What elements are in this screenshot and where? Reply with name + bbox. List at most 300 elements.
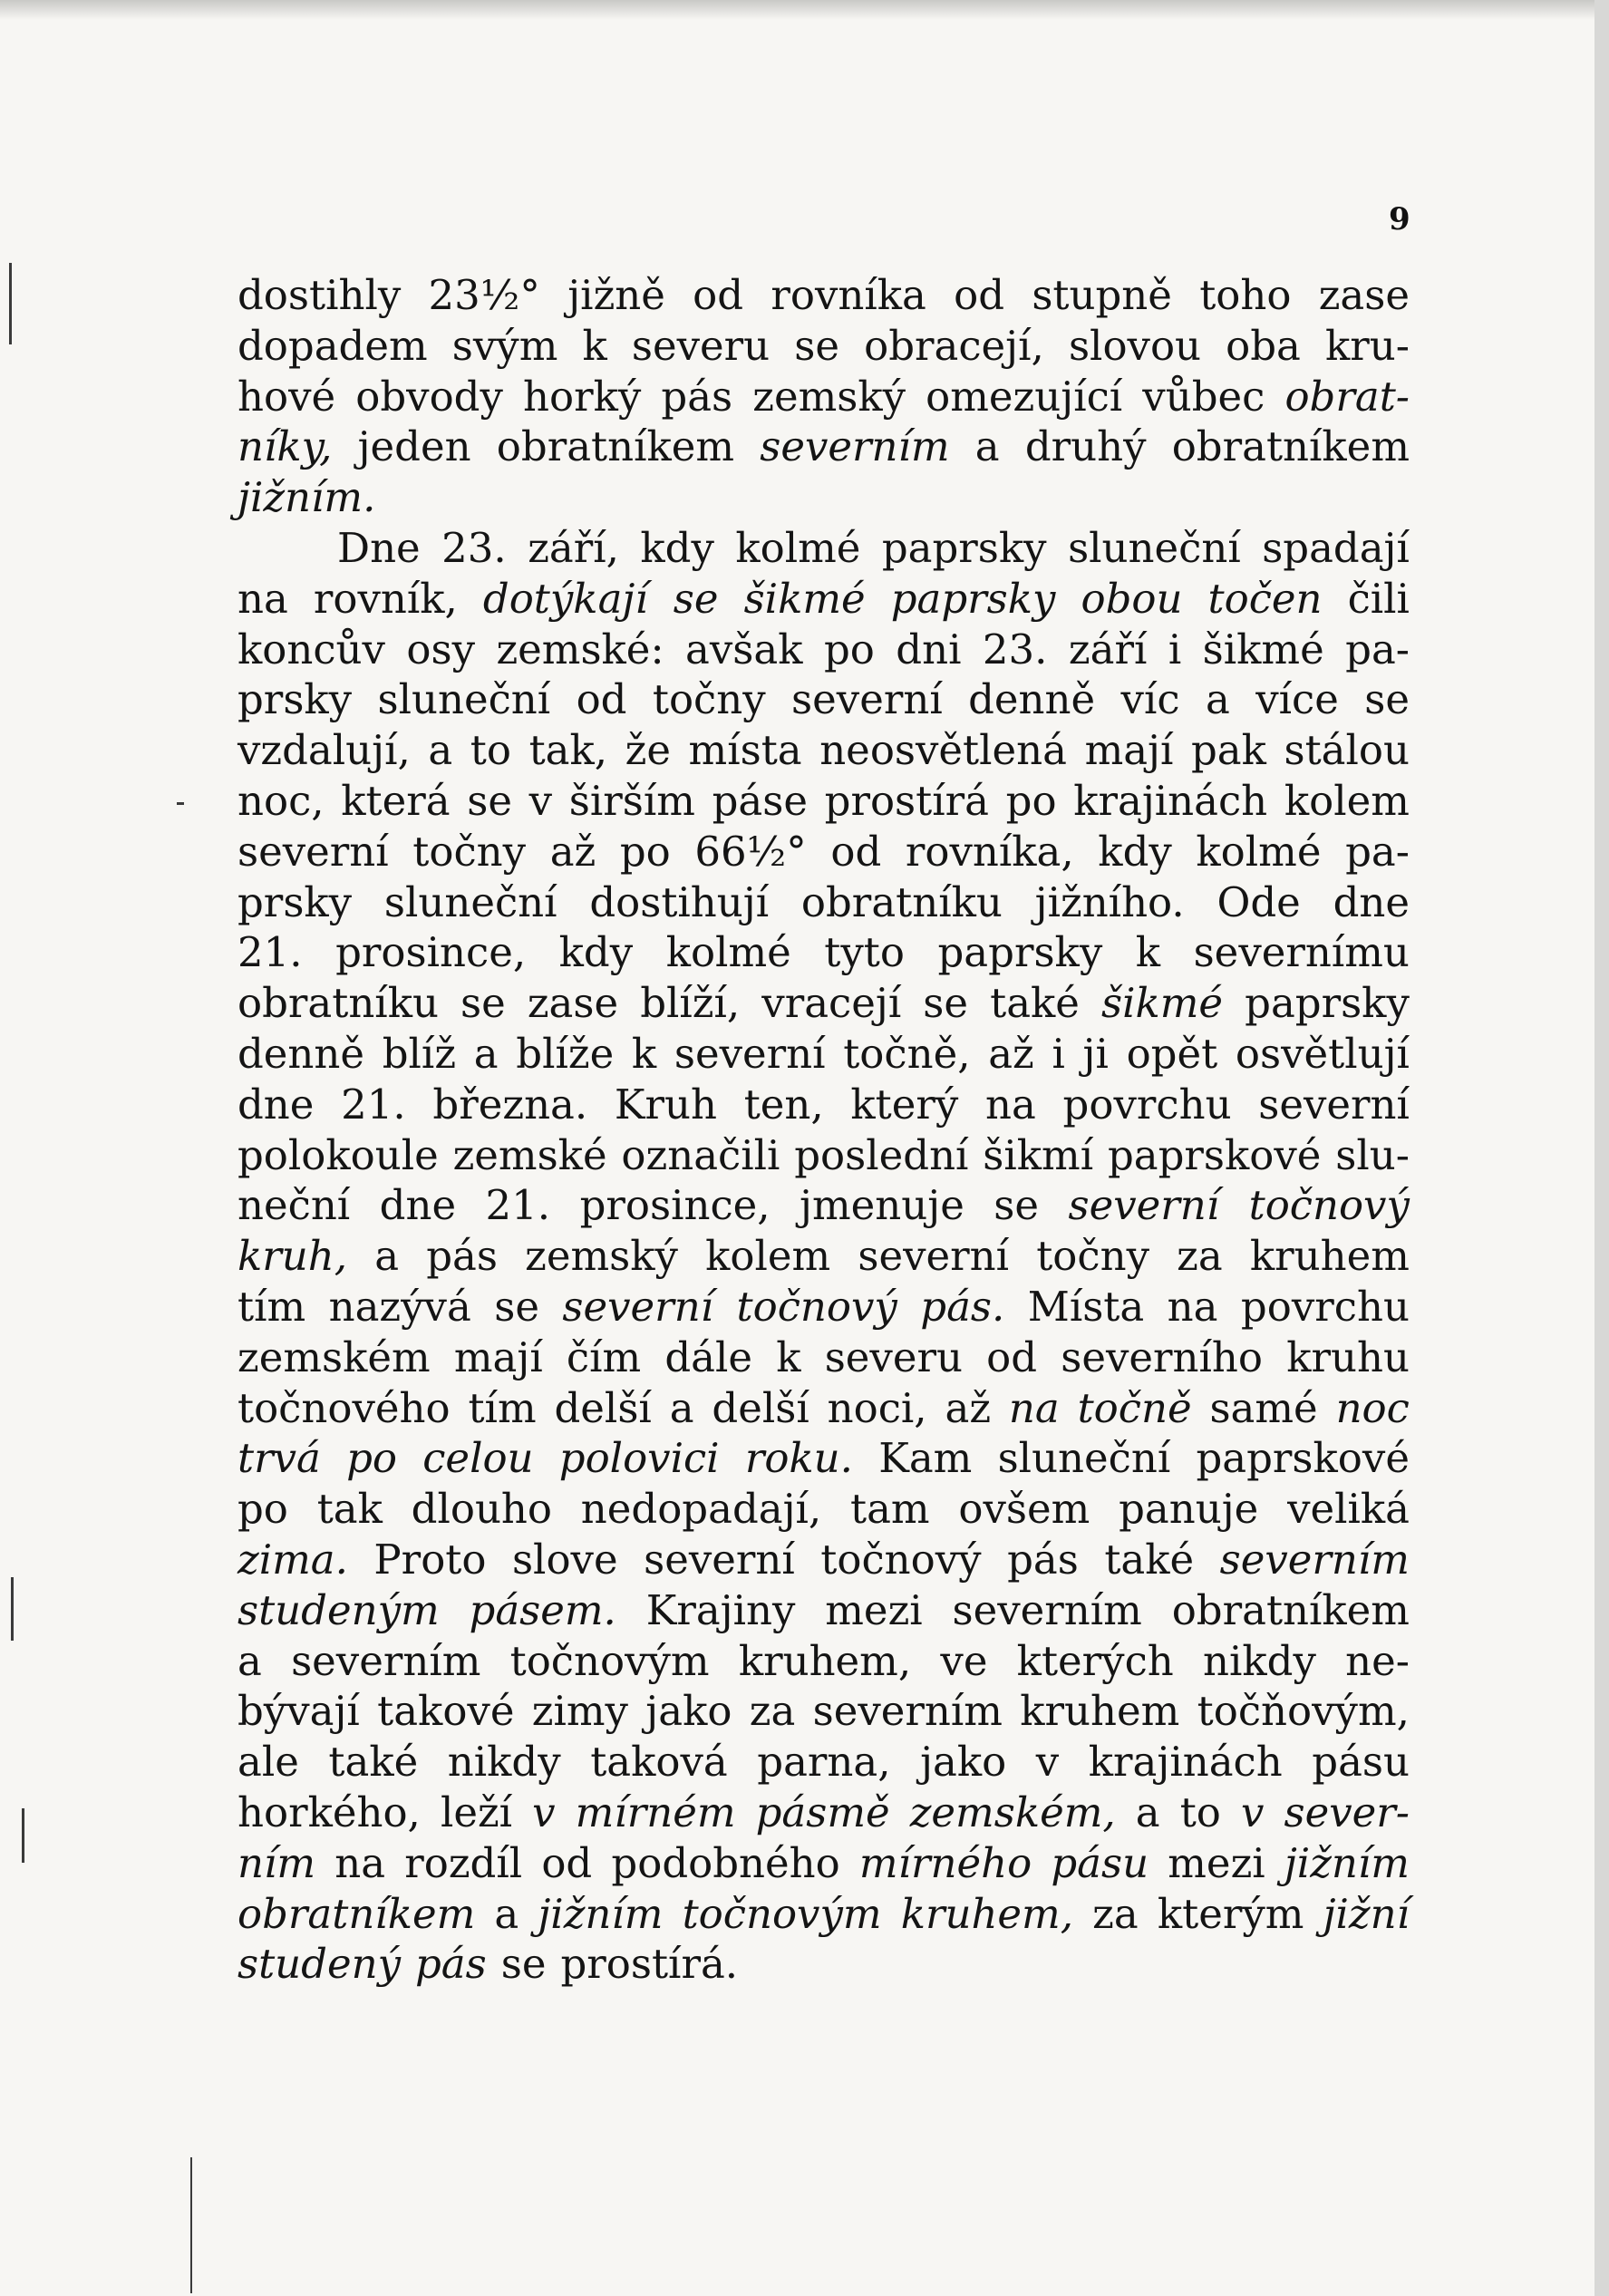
word: ve	[940, 1636, 988, 1685]
word: zemském	[237, 1332, 431, 1381]
word: paprskové	[1107, 1130, 1322, 1179]
word: se	[500, 1940, 547, 1989]
word: severní	[858, 1232, 1010, 1281]
word: tak,	[528, 726, 608, 775]
italic-word: pás.	[920, 1282, 1005, 1331]
text-line	[237, 625, 1410, 675]
word: prosince,	[579, 1181, 771, 1230]
word: tím	[237, 1282, 306, 1331]
word: samé	[1209, 1383, 1318, 1432]
word: blíže	[516, 1029, 615, 1078]
word: dne	[379, 1181, 457, 1230]
word: sluneční	[997, 1434, 1171, 1483]
text-line	[237, 674, 1410, 725]
word: zemské:	[496, 625, 664, 673]
word: v	[1035, 1738, 1060, 1787]
word: kolem	[705, 1232, 831, 1281]
word: se	[467, 776, 512, 825]
word: místa	[688, 726, 802, 775]
word: slu-	[1335, 1130, 1410, 1179]
word: 23.	[982, 625, 1048, 673]
word: krajinách	[1073, 776, 1268, 825]
text-line	[237, 1787, 1410, 1838]
italic-word: pásu	[1051, 1838, 1149, 1887]
word: dostihují	[589, 877, 770, 926]
word: také	[990, 979, 1080, 1028]
italic-word: severní	[1068, 1181, 1220, 1230]
word: točně,	[843, 1029, 971, 1078]
word: severní	[1258, 1080, 1410, 1129]
word: Kruh	[614, 1080, 717, 1129]
word: točnového	[237, 1383, 451, 1432]
word: a	[428, 726, 453, 775]
word: prostírá.	[560, 1940, 739, 1989]
word: severní	[674, 1029, 826, 1078]
word: severního	[1061, 1332, 1264, 1381]
word: Místa	[1027, 1282, 1145, 1331]
italic-word: točen	[1207, 574, 1323, 623]
word: 66½°	[694, 827, 807, 876]
word: točnový	[820, 1535, 982, 1584]
text-line	[237, 472, 1410, 523]
text-line	[237, 1180, 1410, 1231]
word: severní	[644, 1535, 795, 1584]
text-line	[237, 927, 1410, 978]
word: pa-	[1345, 827, 1410, 876]
word: rovník,	[313, 574, 458, 623]
word: a	[974, 422, 1000, 471]
word: širším	[568, 776, 695, 825]
word: točnovým	[509, 1636, 710, 1685]
word: více	[1255, 675, 1339, 724]
word: Proto	[373, 1535, 487, 1584]
text-line	[237, 1535, 1410, 1585]
italic-word: obou	[1081, 574, 1183, 623]
italic-word: kruhem,	[900, 1889, 1074, 1938]
word: až	[988, 1029, 1034, 1078]
word: točňovým,	[1197, 1687, 1410, 1736]
word: nikdy	[1203, 1636, 1316, 1685]
italic-word: dotýkají	[482, 574, 648, 623]
text-line	[237, 321, 1410, 372]
word: svým	[451, 321, 558, 370]
word: kolmé	[735, 523, 861, 572]
word: to	[470, 726, 511, 775]
word: slovou	[1068, 321, 1202, 370]
word: obratníkem	[1171, 422, 1410, 471]
italic-word: sever-	[1284, 1787, 1410, 1836]
word: kdy	[1098, 827, 1172, 876]
word: kru-	[1324, 321, 1410, 370]
word: severním	[812, 1687, 1003, 1736]
word: oba	[1226, 321, 1301, 370]
word: kruhem,	[738, 1636, 912, 1685]
word: delší	[712, 1383, 809, 1432]
word: za	[749, 1687, 796, 1736]
word: na	[985, 1080, 1036, 1129]
word: ji	[1082, 1029, 1109, 1078]
word: kolmé	[1196, 827, 1322, 876]
italic-word: polovici	[558, 1434, 720, 1483]
word: toho	[1199, 271, 1292, 319]
word: ale	[237, 1738, 299, 1787]
word: obratníku	[237, 979, 439, 1028]
word: avšak	[685, 625, 803, 673]
word: blíží,	[640, 979, 741, 1028]
scan-mark	[9, 263, 12, 344]
word: prsky	[237, 675, 353, 724]
word: severnímu	[1193, 928, 1410, 977]
word: druhý	[1024, 422, 1147, 471]
word: kruhem	[1249, 1232, 1410, 1281]
word: od	[693, 271, 744, 319]
word: sluneční	[1068, 523, 1241, 572]
word: denně	[968, 675, 1096, 724]
word: k	[1135, 928, 1161, 977]
italic-word: pásem.	[469, 1585, 616, 1634]
text-line	[237, 1686, 1410, 1737]
word: 23½°	[428, 271, 540, 319]
text-line	[237, 776, 1410, 827]
word: čím	[566, 1332, 642, 1381]
word: opět	[1126, 1029, 1218, 1078]
italic-word: paprsky	[890, 574, 1056, 623]
word: rovníka	[771, 271, 926, 319]
italic-word: celou	[422, 1434, 534, 1483]
word: zimy	[531, 1687, 628, 1736]
word: pak	[1191, 726, 1266, 775]
italic-word: točnovým	[682, 1889, 882, 1938]
word: šikmé	[1202, 625, 1324, 673]
text-line	[237, 1636, 1410, 1687]
word: k	[631, 1029, 657, 1078]
word: vracejí	[761, 979, 902, 1028]
word: na	[334, 1838, 386, 1887]
italic-word: šikmé	[743, 574, 866, 623]
italic-word: jižním	[538, 1889, 664, 1938]
text-line	[237, 1231, 1410, 1282]
word: ne-	[1345, 1636, 1410, 1685]
word: tyto	[824, 928, 905, 977]
italic-word: šikmé	[1101, 979, 1224, 1028]
word: parna,	[757, 1738, 891, 1787]
word: a	[1205, 675, 1230, 724]
scan-edge-top	[0, 0, 1609, 20]
word: po	[823, 625, 875, 673]
word: pás	[1007, 1535, 1079, 1584]
word: pás	[426, 1232, 498, 1281]
italic-word: studeným	[237, 1585, 440, 1634]
word: po	[237, 1485, 288, 1534]
word: mají	[1084, 726, 1174, 775]
word: dne	[1333, 877, 1410, 926]
word: na	[237, 574, 288, 623]
word: hové	[237, 372, 336, 421]
text-line	[237, 270, 1410, 321]
italic-word: po	[346, 1434, 397, 1483]
word: prsky	[237, 877, 353, 926]
word: a	[473, 1029, 499, 1078]
word: v	[528, 776, 553, 825]
italic-word: zemském,	[909, 1787, 1116, 1836]
text-line	[237, 725, 1410, 776]
italic-word: mírném	[575, 1787, 736, 1836]
word: taková	[590, 1738, 728, 1787]
word: jeden	[357, 422, 471, 471]
text-line	[237, 421, 1410, 472]
word: obvody	[355, 372, 503, 421]
text-line	[237, 372, 1410, 422]
word: mezi	[1168, 1838, 1265, 1887]
word: jako	[920, 1738, 1007, 1787]
word: páse	[712, 776, 808, 825]
word: horký	[523, 372, 642, 421]
word: kterých	[1016, 1636, 1174, 1685]
word: tam	[850, 1485, 930, 1534]
word: bývají	[237, 1687, 360, 1736]
word: rovníka,	[905, 827, 1074, 876]
word: poslední	[794, 1130, 969, 1179]
word: osvětlují	[1235, 1029, 1410, 1078]
word: zase	[527, 979, 619, 1028]
word: dostihly	[237, 271, 402, 319]
word: za	[1177, 1232, 1223, 1281]
word: jako	[645, 1687, 732, 1736]
italic-word: točně	[1077, 1383, 1192, 1432]
word: panuje	[1119, 1485, 1259, 1534]
word: koncův	[237, 625, 385, 673]
word: povrchu	[1062, 1080, 1232, 1129]
word: nikdy	[447, 1738, 561, 1787]
word: prostírá	[824, 776, 989, 825]
italic-word: studený	[237, 1940, 401, 1989]
word: to	[1179, 1787, 1221, 1836]
word: dne	[237, 1080, 315, 1129]
word: Ode	[1216, 877, 1301, 926]
word: noci,	[827, 1383, 927, 1432]
italic-word: v	[532, 1787, 556, 1836]
scan-edge-right	[1594, 0, 1609, 2296]
word: 21.	[237, 928, 303, 977]
word: slove	[511, 1535, 618, 1584]
word: září,	[528, 523, 619, 572]
word: 23.	[441, 523, 507, 572]
italic-word: pás	[415, 1940, 487, 1989]
word: se	[994, 1181, 1040, 1230]
italic-word: kruh,	[237, 1232, 348, 1281]
word: k	[776, 1332, 801, 1381]
italic-word: ním	[237, 1838, 316, 1887]
word: kolem	[1284, 776, 1410, 825]
word: neční	[237, 1181, 351, 1230]
word: od	[830, 827, 882, 876]
word: nedopadají,	[580, 1485, 822, 1534]
word: nazývá	[328, 1282, 471, 1331]
word: spadají	[1262, 523, 1410, 572]
word: polokoule	[237, 1130, 439, 1179]
italic-word: noc	[1335, 1383, 1410, 1432]
word: jmenuje	[800, 1181, 964, 1230]
word: označili	[621, 1130, 780, 1179]
word: pás	[661, 372, 733, 421]
word: točny	[652, 675, 766, 724]
italic-word: obrat-	[1284, 372, 1410, 421]
word: dni	[896, 625, 962, 673]
word: denně	[237, 1029, 365, 1078]
word: severní	[791, 675, 943, 724]
italic-word: jižním.	[237, 473, 376, 522]
word: stupně	[1032, 271, 1172, 319]
word: 21.	[485, 1181, 551, 1230]
word: září	[1068, 625, 1148, 673]
word: severním	[952, 1585, 1142, 1634]
word: sluneční	[383, 877, 557, 926]
word: omezující	[926, 372, 1123, 421]
word: po	[619, 827, 671, 876]
word: od	[954, 271, 1005, 319]
word: 21.	[341, 1080, 406, 1129]
word: blíž	[382, 1029, 457, 1078]
word: dopadem	[237, 321, 428, 370]
italic-word: severní	[562, 1282, 714, 1331]
word: obracejí,	[864, 321, 1044, 370]
page-number: 9	[1389, 201, 1410, 237]
word: delší	[554, 1383, 652, 1432]
text-line	[237, 1838, 1410, 1889]
italic-word: obratníkem	[237, 1889, 476, 1938]
word: také	[1104, 1535, 1195, 1584]
word: až	[945, 1383, 992, 1432]
word: tím	[468, 1383, 537, 1432]
word: veliká	[1287, 1485, 1410, 1534]
word: k	[582, 321, 607, 370]
word: Dne	[337, 523, 421, 572]
text-line	[237, 1130, 1410, 1181]
word: ovšem	[958, 1485, 1090, 1534]
italic-word: na	[1008, 1383, 1060, 1432]
italic-word: zima.	[237, 1535, 348, 1584]
text-line	[237, 1484, 1410, 1535]
word: jižního.	[1034, 877, 1185, 926]
word: vůbec	[1142, 372, 1265, 421]
text-line	[237, 574, 1410, 625]
word: mezi	[825, 1585, 923, 1634]
word: zase	[1318, 271, 1410, 319]
italic-word: se	[673, 574, 719, 623]
word: která	[341, 776, 451, 825]
word: tak	[316, 1485, 383, 1534]
scan-mark	[22, 1808, 24, 1863]
italic-word: severním	[1219, 1535, 1410, 1584]
word: se	[494, 1282, 539, 1331]
word: osy	[406, 625, 475, 673]
word: šikmí	[983, 1130, 1094, 1179]
word: severu	[631, 321, 771, 370]
word: noc,	[237, 776, 325, 825]
word: paprsky	[937, 928, 1103, 977]
text-line	[237, 1737, 1410, 1787]
word: mají	[453, 1332, 543, 1381]
word: obratníku	[800, 877, 1003, 926]
word: ten,	[743, 1080, 824, 1129]
word: se	[923, 979, 969, 1028]
word: kdy	[640, 523, 714, 572]
text-line	[237, 877, 1410, 928]
word: neosvětlená	[819, 726, 1067, 775]
word: a	[237, 1636, 262, 1685]
word: po	[1005, 776, 1057, 825]
word: a	[1135, 1787, 1160, 1836]
scan-mark	[177, 802, 184, 805]
word: sluneční	[377, 675, 551, 724]
text-line	[237, 1433, 1410, 1484]
word: že	[625, 726, 671, 775]
word: kruhu	[1286, 1332, 1410, 1381]
italic-word: jižní	[1323, 1889, 1410, 1938]
word: obratníkem	[496, 422, 735, 471]
italic-word: roku.	[744, 1434, 853, 1483]
text-line	[237, 1282, 1410, 1332]
word: podobného	[611, 1838, 840, 1887]
word: který	[850, 1080, 959, 1129]
scan-mark	[11, 1577, 14, 1641]
text-line	[237, 1029, 1410, 1080]
word: od	[576, 675, 627, 724]
text-line	[237, 1939, 1410, 1990]
word: kterým	[1157, 1889, 1304, 1938]
text-line	[237, 1332, 1410, 1383]
word: od	[541, 1838, 593, 1887]
word: zemský	[752, 372, 906, 421]
text-line	[237, 978, 1410, 1029]
body-text	[237, 270, 1410, 1990]
text-line	[237, 827, 1410, 877]
italic-word: jižním	[1284, 1838, 1410, 1887]
italic-word: severním	[760, 422, 950, 471]
scan-mark	[190, 2157, 192, 2293]
word: a	[669, 1383, 694, 1432]
word: prosince,	[335, 928, 527, 977]
word: dále	[664, 1332, 753, 1381]
word: také	[328, 1738, 419, 1787]
word: stálou	[1284, 726, 1410, 775]
word: Krajiny	[645, 1585, 796, 1634]
word: vzdalují,	[237, 726, 411, 775]
word: severu	[824, 1332, 963, 1381]
word: března.	[432, 1080, 588, 1129]
word: víc	[1120, 675, 1180, 724]
word: dlouho	[411, 1485, 553, 1534]
italic-word: mírného	[858, 1838, 1032, 1887]
italic-word: točnový	[736, 1282, 897, 1331]
word: se	[460, 979, 506, 1028]
word: a	[374, 1232, 400, 1281]
word: paprsky	[881, 523, 1047, 572]
word: rozdíl	[404, 1838, 523, 1887]
italic-word: pásmě	[755, 1787, 890, 1836]
italic-word: točnový	[1248, 1181, 1410, 1230]
word: paprskové	[1196, 1434, 1410, 1483]
italic-word: trvá	[237, 1434, 321, 1483]
word: se	[1364, 675, 1410, 724]
word: severním	[291, 1636, 481, 1685]
word: zemské	[452, 1130, 607, 1179]
word: takové	[377, 1687, 515, 1736]
word: točny	[1036, 1232, 1149, 1281]
word: zemský	[525, 1232, 678, 1281]
word: se	[794, 321, 839, 370]
text-line	[237, 523, 1410, 574]
